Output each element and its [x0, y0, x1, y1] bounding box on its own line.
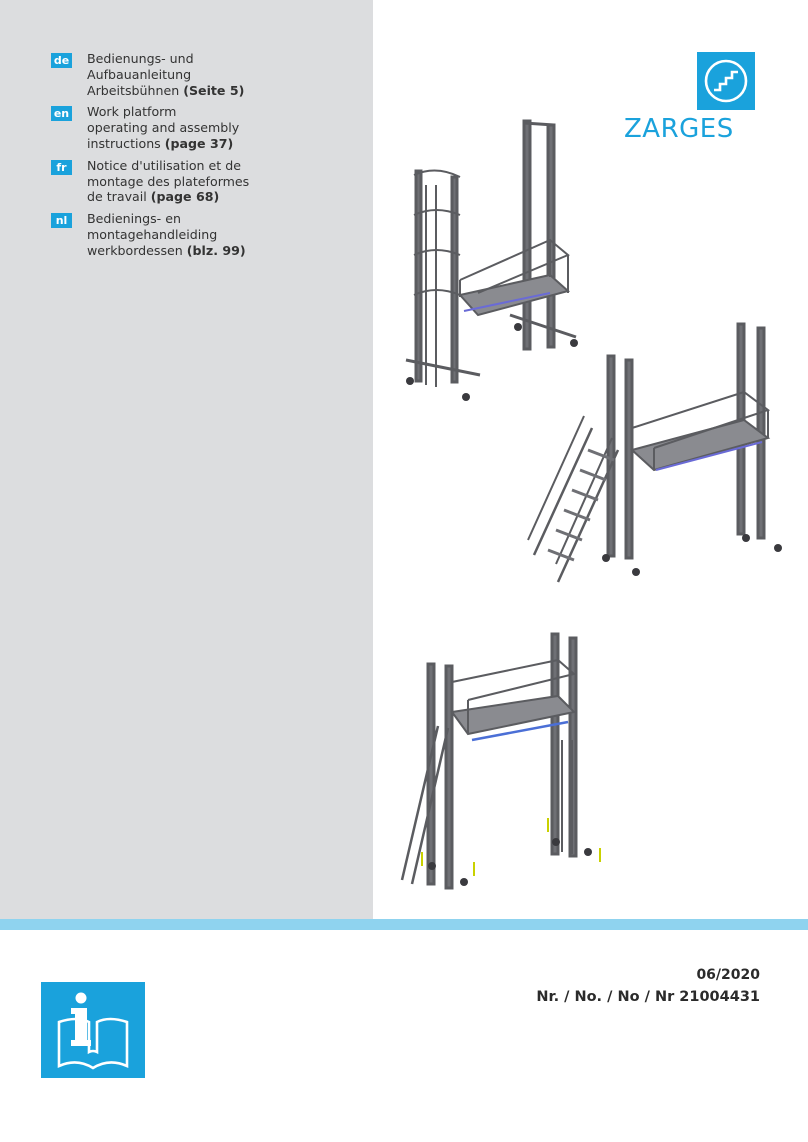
page-reference: (page 37): [164, 135, 234, 151]
page-reference: (Seite 5): [183, 82, 245, 98]
language-title: Work platform operating and assembly instructions: [87, 104, 240, 151]
page-reference: (blz. 99): [186, 242, 246, 258]
blue-band: [0, 919, 808, 930]
document-info: [536, 965, 760, 1009]
document-date: 06/2020: [696, 967, 760, 983]
document-number: Nr. / No. / No / Nr 21004431: [536, 989, 760, 1005]
stairs-logo-icon: [697, 52, 755, 110]
language-list: [51, 51, 361, 265]
brand-name: ZARGES: [624, 114, 734, 144]
info-manual-icon: [41, 982, 145, 1078]
language-entry-nl: [51, 211, 361, 258]
language-text: [87, 158, 249, 205]
language-text: [87, 104, 239, 151]
language-badge: en: [51, 106, 72, 121]
language-entry-de: [51, 51, 361, 98]
platform-bridge-image: [392, 630, 607, 892]
language-badge: fr: [51, 160, 72, 175]
language-badge: de: [51, 53, 72, 68]
language-entry-en: [51, 104, 361, 151]
language-title: Bedienings- en montagehandleiding werkbordessen: [87, 211, 218, 258]
language-text: [87, 211, 246, 258]
language-title: Bedienungs- und Aufbauanleitung Arbeitsbühnen: [87, 51, 194, 98]
language-badge: nl: [51, 213, 72, 228]
language-text: [87, 51, 244, 98]
page-reference: (page 68): [150, 189, 220, 205]
language-entry-fr: [51, 158, 361, 205]
language-title: Notice d'utilisation et de montage des plateformes de travail: [87, 157, 250, 205]
platform-stairs-image: [522, 320, 790, 585]
